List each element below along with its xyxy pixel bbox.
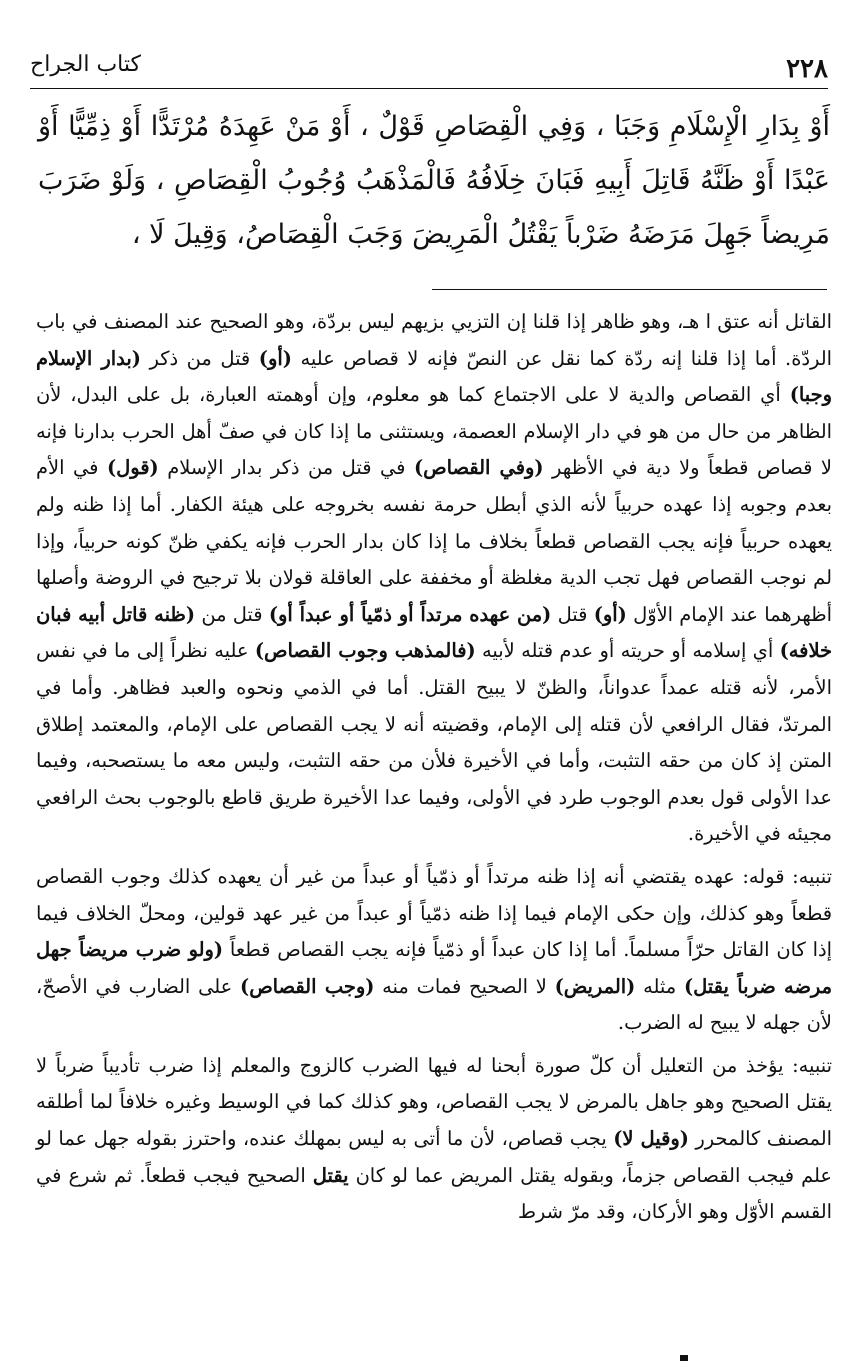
bold-quote: (ولو ضرب مريضاً جهل مرضه ضرباً يقتل) — [36, 938, 832, 998]
text-run: لا الصحيح فمات منه — [374, 974, 555, 998]
main-text — [38, 100, 830, 262]
main-text-paragraph: أَوْ بِدَارِ الْإِسْلَامِ وَجَبَا ، وَفِي الْقِصَاصِ قَوْلٌ ، أَوْ مَنْ عَهِدَهُ مُرْتَدًّا أَوْ ذِمِّيًّا أَوْ عَبْدًا أَوْ ظَنَّهُ قَاتِلَ أَبِيهِ فَبَانَ خِلَافُهُ فَالْمَذْهَبُ وُجُوبُ الْقِصَاصِ ، وَلَوْ ضَرَبَ مَرِيضاً جَهِلَ مَرَضَهُ ضَرْباً يَقْتُلُ الْمَرِيضَ وَجَبَ الْقِصَاصُ، وَقِيلَ لَا ، — [38, 111, 830, 250]
text-run: قتل — [551, 602, 594, 626]
bold-quote: (أو) — [258, 346, 292, 370]
bold-quote: (وفي القصاص) — [413, 456, 544, 480]
text-run: القاتل أنه عتق ا هـ، وهو ظاهر إذا قلنا إن التزيي بزيهم ليس بردّة، وهو الصحيح عند المصنف في باب الردّة. أما إذا قلنا إنه ردّة كما نقل عن النصّ فإنه لا قصاص عليه — [36, 310, 832, 370]
text-run: قتل من — [195, 602, 269, 626]
bold-quote: (فالمذهب وجوب القصاص) — [254, 639, 476, 663]
bold-quote: (بدار الإسلام وجبا) — [36, 346, 832, 407]
bold-quote: (وقيل لا) — [613, 1127, 689, 1151]
text-run: مثله — [635, 974, 684, 998]
book-title: كتاب الجراح — [30, 52, 141, 77]
bold-quote: يقتل — [312, 1163, 349, 1187]
bold-quote: (قول) — [106, 456, 159, 480]
text-run: الصحيح فيجب قطعاً. ثم شرع في القسم الأوّل وهو الأركان، وقد مرّ شرط — [36, 1163, 832, 1224]
commentary-paragraph — [36, 304, 832, 853]
text-run: تنبيه: قوله: عهده يقتضي أنه إذا ظنه مرتداً أو ذمّياً أو عبداً من غير أن يعهده كذلك وجوب القصاص قطعاً وهو كذلك، وإن حكى الإمام فيما إذا ظنه ذمّياً أو عبداً من غير عهد قولين، ومحلّ الخلاف فيما إذا كان القاتل حرّاً مسلماً. أما إذا كان عبداً أو ذمّياً فإنه يجب القصاص قطعاً — [36, 864, 833, 962]
commentary-note — [36, 859, 832, 1042]
commentary — [36, 304, 832, 1231]
text-run: قتل من ذكر — [140, 346, 259, 370]
text-run: أي إسلامه أو حريته أو عدم قتله لأبيه — [475, 639, 780, 663]
commentary-note — [36, 1048, 832, 1231]
bold-quote: (أو) — [593, 602, 627, 626]
text-run: أي القصاص والدية لا على الاجتماع كما هو معلوم، وإن أوهمته العبارة، بل على البدل، لأن الظاهر من حال من هو في دار الإسلام العصمة، ويستثنى ما إذا كان في صفّ أهل الحرب بدارنا فإنه لا قصاص قطعاً ولا دية في الأظهر — [36, 383, 832, 480]
text-run: عليه نظراً إلى ما في نفس الأمر، لأنه قتله عمداً عدواناً، والظنّ لا يبيح القتل. أما في الذمي ونحوه والعبد فظاهر. وأما في المرتدّ، فقال الرافعي لأن قتله إلى الإمام، وقضيته أنه لا يجب القصاص على الإمام، والمعتمد إطلاق المتن إذ كان من حقه التثبت، وأما في الأخيرة فلأن من حقه التثبت، وليس معه ما يستصحبه، وفيما عدا الأولى قول بعدم الوجوب طرد في الأولى، وفيما عدا الأخيرة طريق قاطع بالوجوب بحث الرافعي مجيئه في الأخيرة. — [36, 639, 832, 846]
text-run: على الضارب في الأصحّ، لأن جهله لا يبيح له الضرب. — [36, 974, 832, 1035]
text-run: في الأم بعدم وجوبه إذا عهده حربياً لأنه الذي أبطل حرمة نفسه بخروجه على هيئة الكفار. أما إذا ظنه ولم يعهده حربياً فإنه يجب القصاص قطعاً بخلاف ما إذا كان بدار الحرب فإنه يكفي ظنّ كونه حربياً، وإذا لم نوجب القصاص فهل تجب الدية مغلظة أو مخففة على العاقلة قولان بلا ترجيح في الروضة وأصلها أظهرهما عند الإمام الأوّل — [36, 456, 833, 626]
running-header — [30, 48, 828, 89]
bold-quote: (من عهده مرتداً أو ذمّياً أو عبداً أو) — [268, 602, 552, 626]
text-run: في قتل من ذكر بدار الإسلام — [158, 456, 414, 480]
bold-quote: (وجب القصاص) — [240, 974, 375, 998]
text-run: يجب قصاص، لأن ما أتى به ليس بمهلك عنده، واحترز بقوله جهل عما لو علم فيجب القصاص جزماً، وبقوله يقتل المريض عما لو كان — [36, 1127, 833, 1187]
footnote-divider — [432, 289, 827, 290]
page-mark — [680, 1355, 688, 1361]
text-run: تنبيه: يؤخذ من التعليل أن كلّ صورة أبحنا له فيها الضرب كالزوج والمعلم إذا ضرب تأديباً ضرباً لا يقتل الصحيح وهو جاهل بالمرض لا يجب القصاص، وهو كذلك كما في الوسيط وغيره خلافاً لما أطلقه المصنف كالمحرر — [36, 1053, 832, 1151]
page-number: ٢٢٨ — [786, 54, 828, 84]
bold-quote: (المريض) — [554, 974, 636, 998]
bold-quote: (ظنه قاتل أبيه فبان خلافه) — [36, 602, 833, 663]
